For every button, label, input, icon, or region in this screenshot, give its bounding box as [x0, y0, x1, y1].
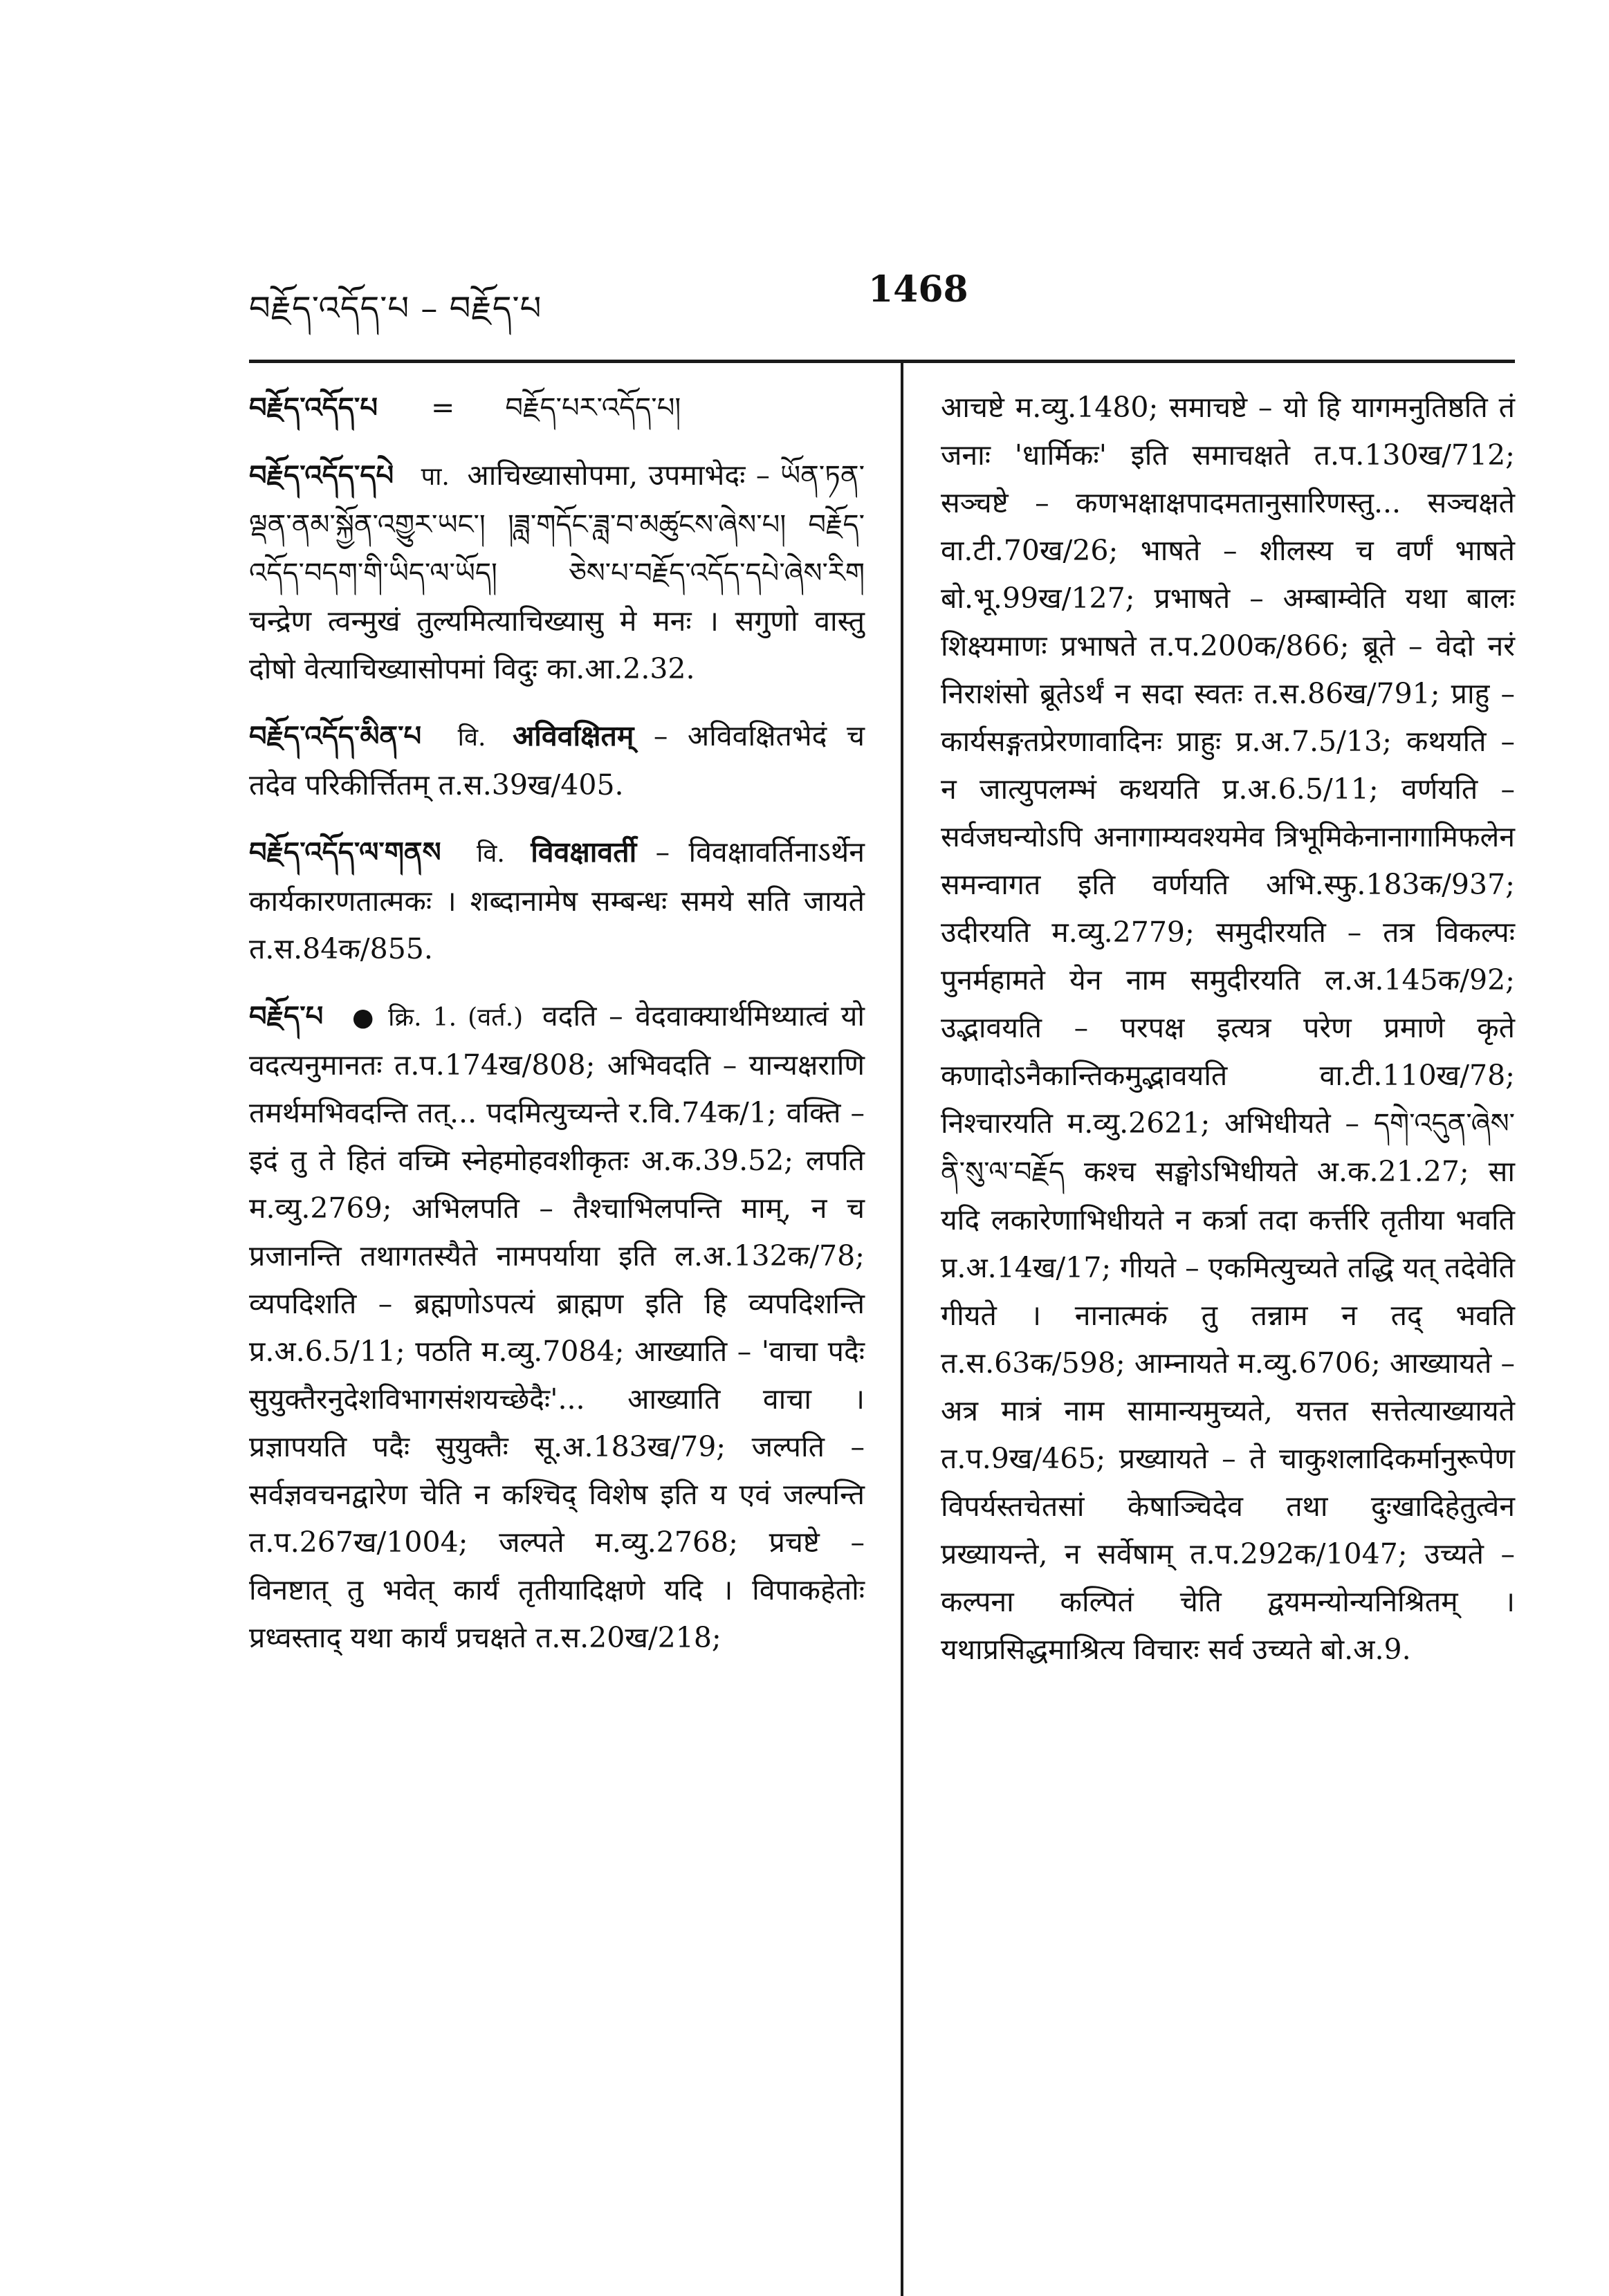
sanskrit-citation: चन्द्रेण त्वन्मुखं तुल्यमित्याचिख्यासु मे मनः । सगुणो वास्तु दोषो वेत्याचिख्यासोपमां विदुः का.आ.2.32. [249, 604, 865, 685]
entry-text: वदति – वेदवाक्यार्थमिथ्यात्वं यो वदत्यनुमानतः त.प.174ख/808; अभिवदति – यान्यक्षराणि तमर्थमभिवदन्ति तत्... पदमित्युच्यन्ते र.वि.74क/1; वक्ति – इदं तु ते हितं वच्मि स्नेहमोहवशीकृतः अ.क.39.52; लपति म.व्यु.2769; अभिलपति – तैश्चाभिलपन्ति माम्, न च प्रजानन्ति तथागतस्यैते नामपर्याया इति ल.अ.132क/78; व्यपदिशति – ब्रह्मणोऽपत्यं ब्राह्मण इति हि व्यपदिशन्ति प्र.अ.6.5/11; पठति म.व्यु.7084; आख्याति – 'वाचा पदैः सुयुक्तैरनुदेशविभागसंशयच्छेदैः'... आख्याति वाचा । प्रज्ञापयति पदैः सुयुक्तैः सू.अ.183ख/79; जल्पति – सर्वज्ञवचनद्वारेण चेति न कश्चिद् विशेष इति य एवं जल्पन्ति त.प.267ख/1004; जल्पते म.व्यु.2768; प्रचष्टे – विनष्टात् तु भवेत् कार्यं तृतीयादिक्षणे यदि । विपाकहेतोः प्रध्वस्ताद् यथा कार्यं प्रचक्षते त.स.20ख/218; [249, 999, 865, 1654]
grammar-label: वि. [457, 723, 486, 752]
entry-text: – अविवक्षितभेदं च तदेव परिकीर्त्तितम् त.स.39ख/405. [249, 719, 865, 802]
running-header: བརྗོད་འདོད་པ – བརྗོད་པ [249, 289, 542, 328]
entry-text: – विवक्षावर्तिनाऽर्थेन कार्यकारणतात्मकः । शब्दानामेष सम्बन्धः समये सति जायते त.स.84क/855. [249, 835, 865, 965]
entry-gloss: आचिख्यासोपमा, उपमाभेदः [467, 459, 746, 492]
cross-reference: བརྗོད་པར་འདོད་པ། [505, 392, 681, 424]
equals-sign: = [431, 391, 455, 424]
tibetan-example: – ཡོན་ཏན་ལྡན་ནམ་སྐྱོན་འགྱུར་ཡང་། །ཟླ་གདོང་ཟླ་བ་མཚུངས་ཞེས་པ། བརྗོད་འདོད་བདག་གི་ཡིད་ལ་ཡོད། ཅེས་པ་བརྗོད་འདོད་དཔེ་ཞེས་རིག [249, 460, 865, 589]
continued-text: कश्च सङ्घोऽभिधीयते अ.क.21.27; सा यदि लकारेणाभिधीयते न कर्त्रा तदा कर्त्तरि तृतीया भवति प्र.अ.14ख/17; गीयते – एकमित्युच्यते तद्धि यत् तदेवेति गीयते । नानात्मकं तु तन्नाम न तद् भवति त.स.63क/598; आम्नायते म.व्यु.6706; आख्यायते – अत्र मात्रं नाम सामान्यमुच्यते, यत्तत सत्तेत्याख्यायते त.प.9ख/465; प्रख्यायते – ते चाकुशलादिकर्मानुरूपेण विपर्यस्तचेतसां केषाञ्चिदेव तथा दुःखादिहेतुत्वेन प्रख्यायन्ते, न सर्वेषाम् त.प.292क/1047; उच्यते – कल्पना कल्पितं चेति द्वयमन्योन्यनिश्रितम् । यथाप्रसिद्धमाश्रित्य विचारः सर्व उच्यते बो.अ.9. [941, 1155, 1515, 1666]
tibetan-quote: དགེ་འདུན་ཞེས་ནི་སུ་ལ་བརྗོད [941, 1108, 1515, 1188]
dictionary-entry [249, 828, 865, 973]
entry-headword: བརྗོད་འདོད་ལ་གནས [249, 836, 441, 869]
grammar-label: वि. [477, 840, 505, 868]
dictionary-entry [249, 452, 865, 693]
header-rule [249, 360, 1515, 363]
grammar-label: ● क्रि. 1. (वर्त.) [351, 1003, 524, 1032]
entry-gloss: अविवक्षितम् [512, 719, 634, 752]
column-divider [901, 360, 903, 2296]
entry-headword: བརྗོད་འདོད་དཔེ [249, 459, 394, 492]
entry-headword: བརྗོད་པ [249, 1000, 324, 1033]
entry-gloss: विवक्षावर्ती [531, 835, 637, 869]
entry-headword: བརྗོད་འདོད་པ [249, 391, 378, 424]
page-number: 1468 [868, 268, 968, 311]
continued-text: आचष्टे म.व्यु.1480; समाचष्टे – यो हि यागमनुतिष्ठति तं जनाः 'धार्मिकः' इति समाचक्षते त.प.130ख/712; सञ्चष्टे – कणभक्षाक्षपादमतानुसारिणस्तु... सञ्चक्षते वा.टी.70ख/26; भाषते – शीलस्य च वर्णं भाषते बो.भू.99ख/127; प्रभाषते – अम्बाम्वेति यथा बालः शिक्ष्यमाणः प्रभाषते त.प.200क/866; ब्रूते – वेदो नरं निराशंसो ब्रूतेऽर्थं न सदा स्वतः त.स.86ख/791; प्राहु – कार्यसङ्गतप्रेरणावादिनः प्राहुः प्र.अ.7.5/13; कथयति – न जात्युपलम्भं कथयति प्र.अ.6.5/11; वर्णयति – सर्वजघन्योऽपि अनागाम्यवश्यमेव त्रिभूमिकेनानागामिफलेन समन्वागत इति वर्णयति अभि.स्फु.183क/937; उदीरयति म.व्यु.2779; समुदीरयति – तत्र विकल्पः पुनर्महामते येन नाम समुदीरयति ल.अ.145क/92; उद्भावयति – परपक्ष इत्यत्र परेण प्रमाणे कृते कणादोऽनैकान्तिकमुद्भावयति वा.टी.110ख/78; निश्चारयति म.व्यु.2621; अभिधीयते – [941, 391, 1515, 1140]
left-column [249, 384, 865, 1681]
right-column [941, 384, 1515, 1674]
grammar-label: पा. [421, 463, 450, 491]
entry-headword: བརྗོད་འདོད་མིན་པ [249, 720, 422, 752]
dictionary-entry [249, 712, 865, 809]
dictionary-entry [249, 992, 865, 1662]
dictionary-entry [249, 384, 865, 432]
